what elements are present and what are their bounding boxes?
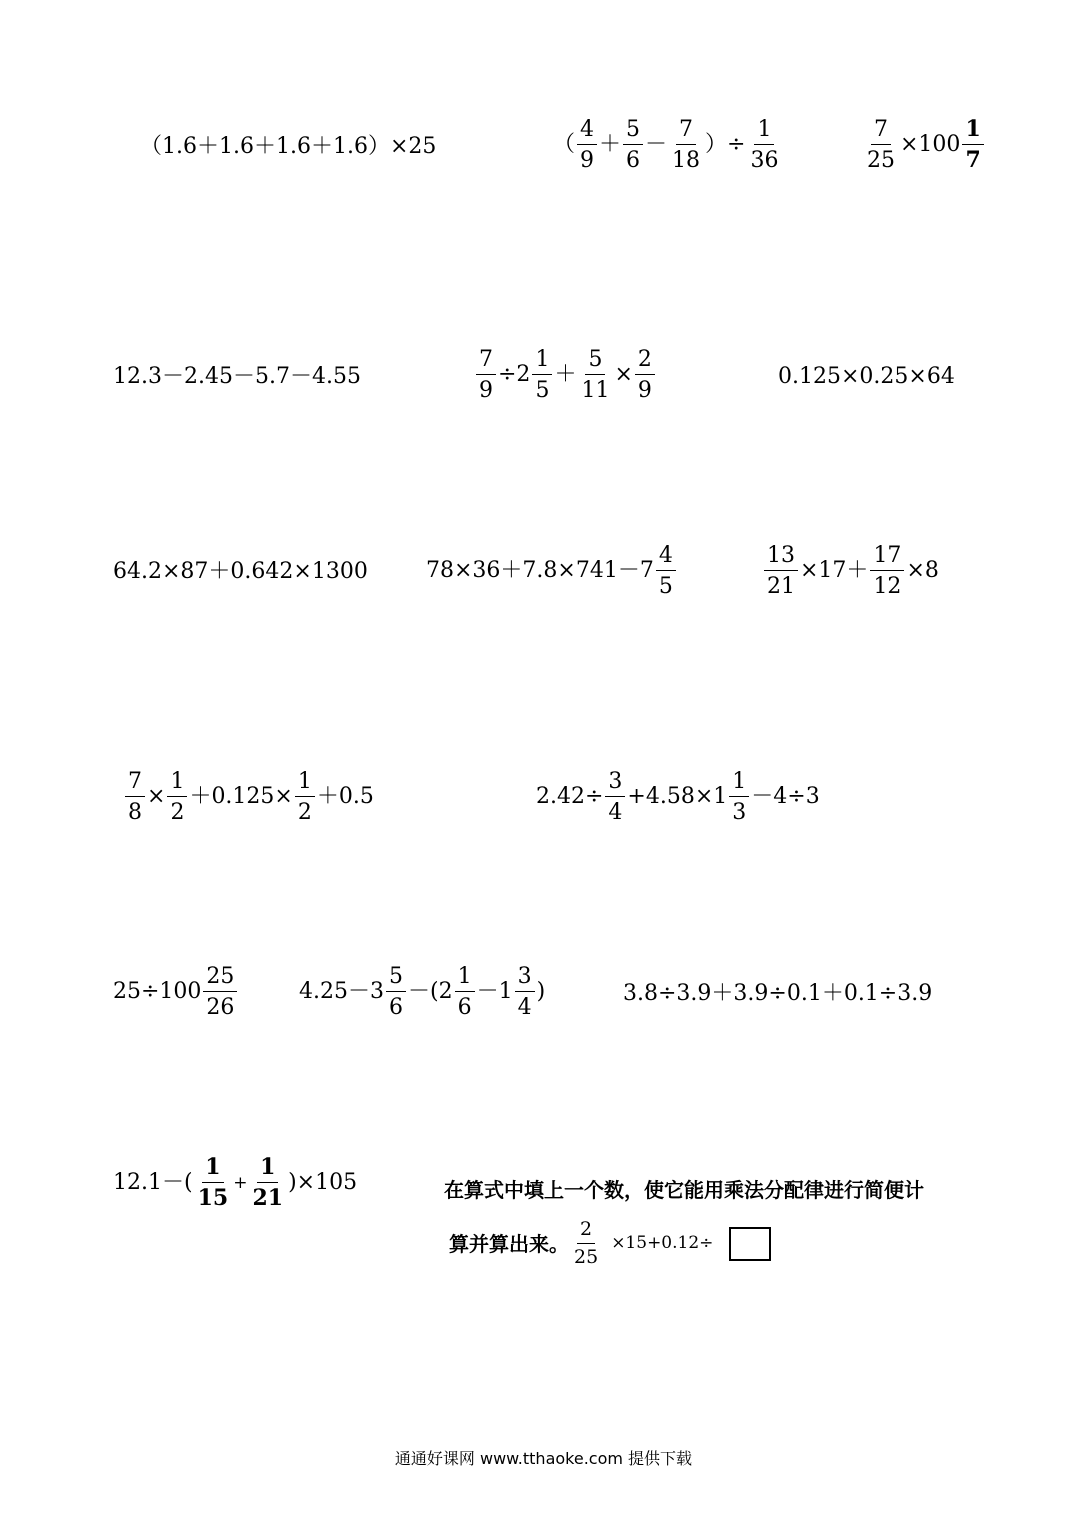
expr-text: × xyxy=(614,362,633,388)
fraction: $\frac{7}{18}$ xyxy=(672,117,701,174)
expr-text: （1.6＋1.6＋1.6＋1.6）×25 xyxy=(140,134,437,159)
fraction: $\frac{1}{6}$ xyxy=(455,965,475,1019)
expr-text: 12.3－2.45－5.7－4.55 xyxy=(113,364,361,389)
expression-r1-2 xyxy=(553,118,783,172)
fraction: $\frac{1}{3}$ xyxy=(729,770,749,824)
expr-text: + xyxy=(233,1172,248,1193)
expression-r5-2 xyxy=(299,965,545,1019)
task-instruction-line1: 在算式中填上一个数，使它能用乘法分配律进行简便计 xyxy=(444,1178,924,1202)
expr-text: 4.25－3 xyxy=(299,979,384,1005)
task-expression: ×15+0.12÷ xyxy=(611,1233,714,1254)
expr-text: ×100 xyxy=(900,132,961,158)
expression-r4-1 xyxy=(123,770,374,824)
expr-text: （ xyxy=(553,132,576,158)
fraction: $\frac{4}{5}$ xyxy=(656,544,676,598)
expression-r2-1 xyxy=(113,366,361,388)
fraction: $\frac{7}{9}$ xyxy=(476,348,496,402)
expr-text: ) xyxy=(536,979,546,1005)
fraction: $\frac{4}{9}$ xyxy=(577,118,597,172)
expr-text: ＋ xyxy=(599,132,622,158)
expression-r2-2 xyxy=(474,348,657,402)
fraction: $\frac{1}{7}$ xyxy=(962,118,983,172)
fraction: $\frac{25}{26}$ xyxy=(203,965,237,1019)
expr-text: 12.1－( xyxy=(113,1170,193,1196)
expr-text: +4.58×1 xyxy=(627,784,728,810)
fraction: $\frac{7}{8}$ xyxy=(125,770,145,824)
expr-text: ×8 xyxy=(906,558,939,584)
expr-text: ）÷ xyxy=(705,132,746,158)
expression-r5-1 xyxy=(113,965,239,1019)
expr-text: × xyxy=(147,784,166,810)
footer-source: 通通好课网 www.tthaoke.com 提供下载 xyxy=(394,1449,693,1468)
expr-text: 25÷100 xyxy=(113,979,202,1005)
expression-r2-3 xyxy=(778,366,955,388)
expression-r3-2 xyxy=(426,544,678,598)
expression-r1-3 xyxy=(862,118,986,172)
expr-text: ＋0.125× xyxy=(189,784,293,810)
expr-text: 78×36＋7.8×741－7 xyxy=(426,558,654,584)
expr-text: 64.2×87＋0.642×1300 xyxy=(113,559,368,584)
expr-text: ＋0.5 xyxy=(316,784,374,810)
fraction: $\frac{7}{25}$ xyxy=(867,117,895,174)
expr-text: ÷2 xyxy=(498,362,531,388)
fraction: $\frac{3}{4}$ xyxy=(515,965,535,1019)
fraction: $\frac{3}{4}$ xyxy=(605,770,625,824)
expr-text: －1 xyxy=(476,979,513,1005)
fraction: $\frac{5}{6}$ xyxy=(386,965,406,1019)
fraction: $\frac{13}{21}$ xyxy=(764,544,798,598)
expr-text: 3.8÷3.9＋3.9÷0.1＋0.1÷3.9 xyxy=(623,981,933,1006)
fraction: $\frac{5}{6}$ xyxy=(623,118,643,172)
expression-r1-1 xyxy=(140,136,436,158)
fraction: $\frac{1}{36}$ xyxy=(750,117,779,174)
expr-text: －(2 xyxy=(407,979,453,1005)
expression-r5-3 xyxy=(623,983,932,1005)
fraction: $\frac{1}{2}$ xyxy=(167,770,187,824)
expression-r3-3 xyxy=(762,544,939,598)
fraction: $\frac{17}{12}$ xyxy=(870,544,904,598)
expr-text: ×17＋ xyxy=(800,558,869,584)
expr-text: )×105 xyxy=(288,1170,358,1196)
expr-text: － xyxy=(645,132,668,158)
fraction: $\frac{2}{9}$ xyxy=(635,348,655,402)
fraction: $\frac{1}{2}$ xyxy=(295,770,315,824)
answer-blank-box[interactable] xyxy=(729,1227,771,1261)
fraction: $\frac{2}{25}$ xyxy=(574,1218,599,1268)
fraction: $\frac{1}{15}$ xyxy=(197,1154,229,1212)
expr-text: ＋ xyxy=(554,362,577,388)
fraction: $\frac{1}{5}$ xyxy=(532,348,552,402)
fraction: $\frac{5}{11}$ xyxy=(581,347,610,404)
expression-r3-1 xyxy=(113,561,368,583)
task-instruction-line2 xyxy=(449,1220,771,1268)
expression-r4-2 xyxy=(536,770,820,824)
task-instruction-text: 算并算出来。 xyxy=(449,1231,569,1256)
expr-text: 2.42÷ xyxy=(536,784,604,810)
expression-r6-1 xyxy=(113,1156,357,1210)
expr-text: 0.125×0.25×64 xyxy=(778,364,955,389)
expr-text: －4÷3 xyxy=(751,784,820,810)
fraction: $\frac{1}{21}$ xyxy=(252,1154,284,1212)
